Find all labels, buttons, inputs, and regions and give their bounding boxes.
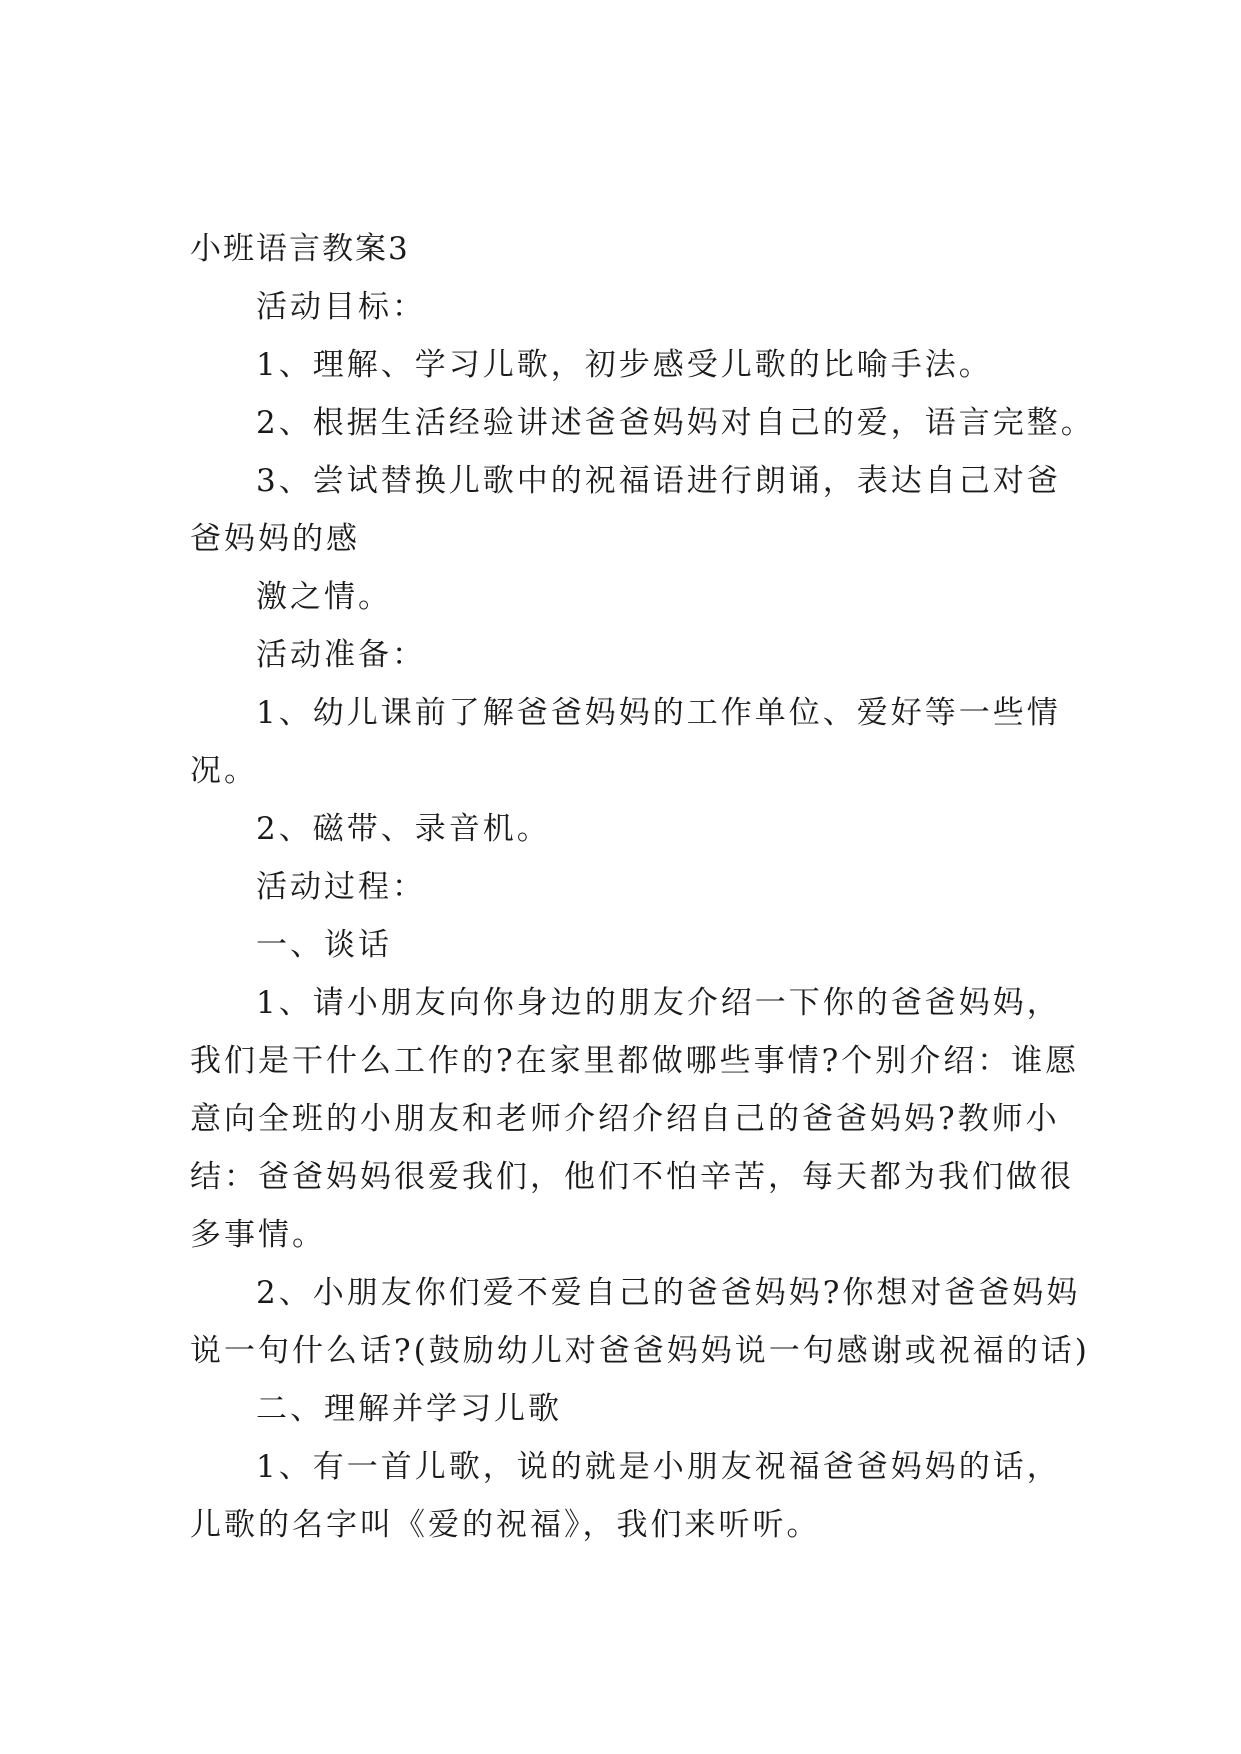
goal-item-3: 3、尝试替换儿歌中的祝福语进行朗诵，表达自己对爸: [256, 463, 1061, 499]
process-step-2-item-1-line-2: 儿歌的名字叫《爱的祝福》，我们来听听。: [190, 1507, 821, 1543]
preparation-item-2: 2、磁带、录音机。: [256, 811, 551, 847]
section-heading-process: 活动过程：: [256, 869, 426, 905]
document-title: 小班语言教案3: [190, 231, 410, 267]
goal-item-1: 1、理解、学习儿歌，初步感受儿歌的比喻手法。: [256, 347, 993, 383]
process-item-1-line-4: 结：爸爸妈妈很爱我们，他们不怕辛苦，每天都为我们做很: [190, 1159, 1074, 1195]
goal-item-3-continued-2: 激之情。: [256, 579, 392, 615]
process-item-1-line-2: 我们是干什么工作的?在家里都做哪些事情?个别介绍：谁愿: [190, 1043, 1080, 1079]
goal-item-3-continued: 爸妈妈的感: [190, 521, 360, 557]
preparation-item-1-continued: 况。: [190, 753, 258, 789]
process-item-2-line-2: 说一句什么话?(鼓励幼儿对爸爸妈妈说一句感谢或祝福的话): [190, 1333, 1090, 1369]
process-item-2: 2、小朋友你们爱不爱自己的爸爸妈妈?你想对爸爸妈妈: [256, 1275, 1081, 1311]
goal-item-2: 2、根据生活经验讲述爸爸妈妈对自己的爱，语言完整。: [256, 405, 1095, 441]
process-item-1: 1、请小朋友向你身边的朋友介绍一下你的爸爸妈妈，: [256, 985, 1061, 1021]
process-item-1-line-3: 意向全班的小朋友和老师介绍介绍自己的爸爸妈妈?教师小: [190, 1101, 1060, 1137]
section-heading-goals: 活动目标：: [256, 289, 426, 325]
section-heading-preparation: 活动准备：: [256, 637, 426, 673]
document-body: [190, 220, 1095, 1554]
process-step-heading-1: 一、谈话: [256, 927, 392, 963]
process-step-2-item-1: 1、有一首儿歌，说的就是小朋友祝福爸爸妈妈的话，: [256, 1449, 1061, 1485]
preparation-item-1: 1、幼儿课前了解爸爸妈妈的工作单位、爱好等一些情: [256, 695, 1061, 731]
process-item-1-line-5: 多事情。: [190, 1217, 326, 1253]
process-step-heading-2: 二、理解并学习儿歌: [256, 1391, 562, 1427]
